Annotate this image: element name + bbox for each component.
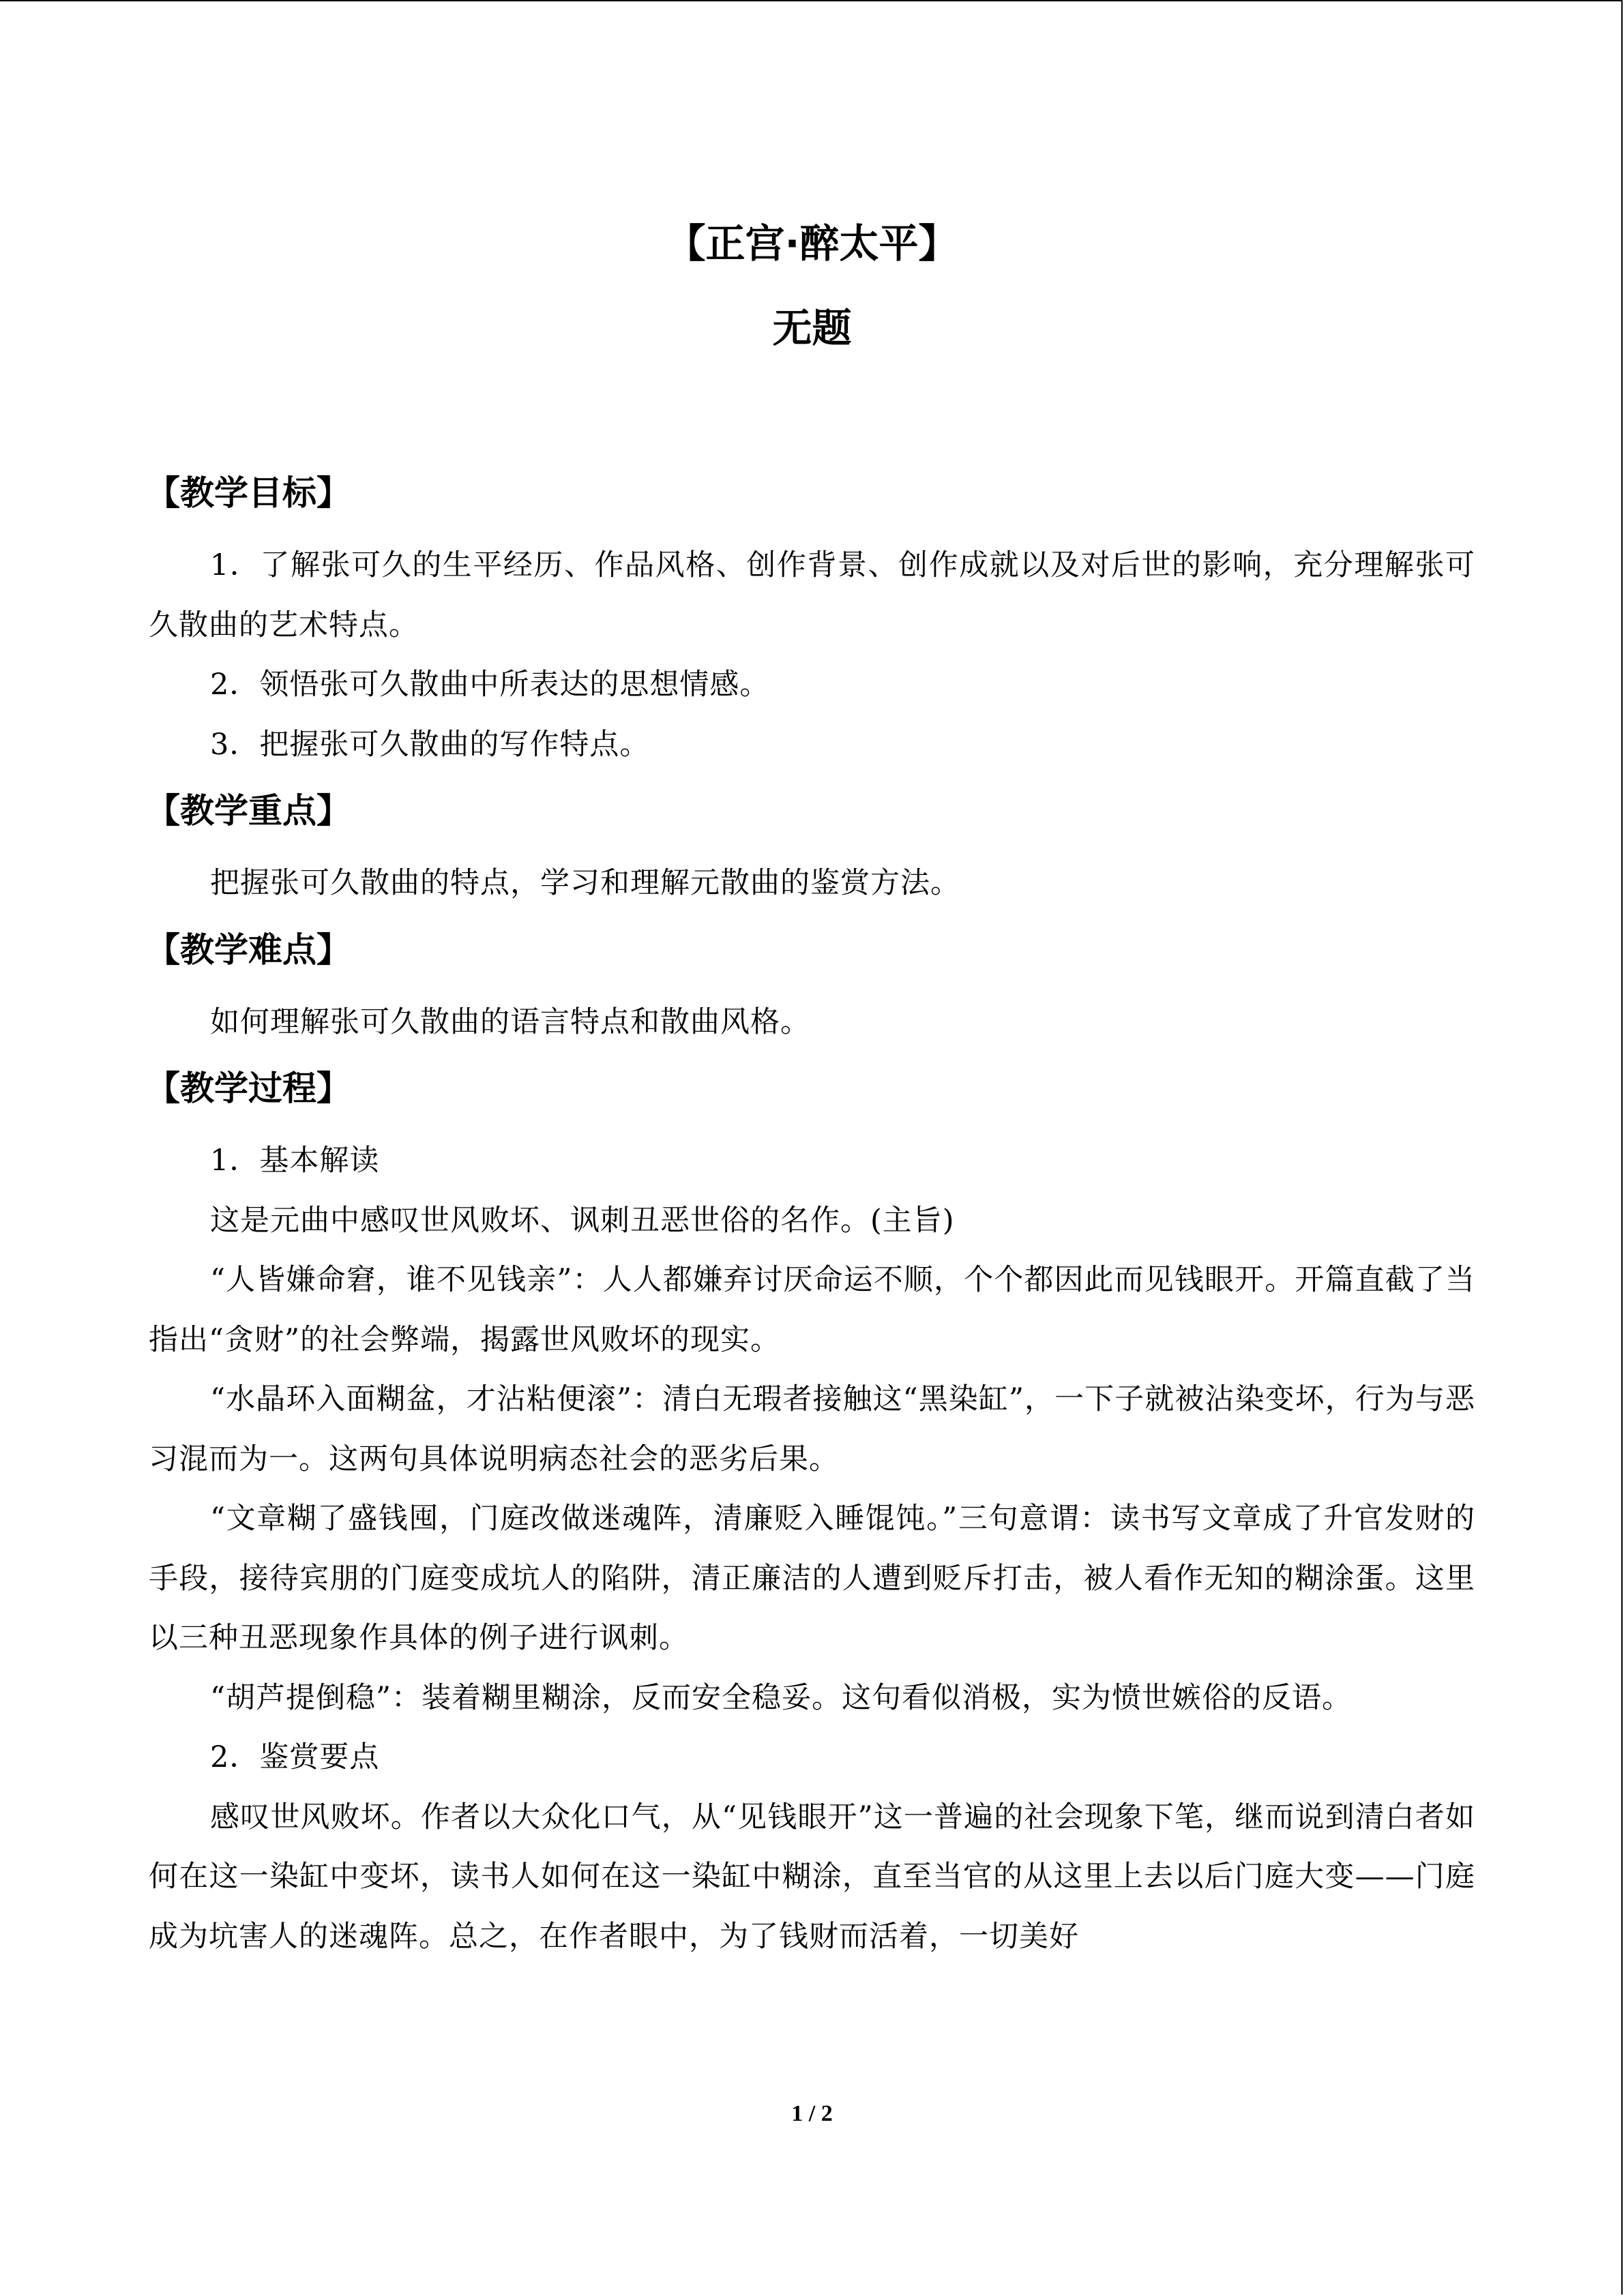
process-paragraph: “文章糊了盛钱囤，门庭改做迷魂阵，清廉贬入睡馄饨。”三句意谓：读书写文章成了升官发财的手段，接待宾朋的门庭变成坑人的陷阱，清正廉洁的人遭到贬斥打击，被人看作无知的糊涂蛋。这里以三种丑恶现象作具体的例子进行讽刺。 — [149, 1502, 1475, 1655]
difficulties-heading: 【教学难点】 — [146, 929, 351, 970]
key-points-text: 把握张可久散曲的特点，学习和理解元散曲的鉴赏方法。 — [210, 866, 960, 900]
process-subheading: 1．基本解读 — [210, 1144, 380, 1178]
document-subtitle: 无题 — [772, 305, 852, 351]
key-points-heading: 【教学重点】 — [146, 791, 351, 831]
process-paragraph: “人皆嫌命窘，谁不见钱亲”：人人都嫌弃讨厌命运不顺，个个都因此而见钱眼开。开篇直截了当指出“贪财”的社会弊端，揭露世风败坏的现实。 — [149, 1263, 1475, 1357]
objective-item: 1．了解张可久的生平经历、作品风格、创作背景、创作成就以及对后世的影响，充分理解张可久散曲的艺术特点。 — [149, 548, 1475, 642]
process-paragraph: 感叹世风败坏。作者以大众化口气，从“见钱眼开”这一普遍的社会现象下笔，继而说到清白者如何在这一染缸中变坏，读书人如何在这一染缸中糊涂，直至当官的从这里上去以后门庭大变——门庭成为坑害人的迷魂阵。总之，在作者眼中，为了钱财而活着，一切美好 — [149, 1800, 1475, 1954]
process-paragraph: “水晶环入面糊盆，才沾粘便滚”：清白无瑕者接触这“黑染缸”，一下子就被沾染变坏，行为与恶习混而为一。这两句具体说明病态社会的恶劣后果。 — [149, 1382, 1475, 1476]
document-body — [146, 201, 1475, 1967]
process-paragraph: “胡芦提倒稳”：装着糊里糊涂，反而安全稳妥。这句看似消极，实为愤世嫉俗的反语。 — [210, 1680, 1352, 1715]
objectives-list — [149, 536, 1475, 775]
page-number: 1 / 2 — [791, 2101, 833, 2126]
objectives-heading: 【教学目标】 — [146, 473, 351, 513]
objective-item: 2．领悟张可久散曲中所表达的思想情感。 — [210, 668, 770, 702]
difficulties-text: 如何理解张可久散曲的语言特点和散曲风格。 — [210, 1004, 810, 1039]
process-body — [149, 1131, 1475, 1967]
process-paragraph: 这是元曲中感叹世风败坏、讽刺丑恶世俗的名作。(主旨) — [210, 1203, 955, 1238]
process-subheading: 2．鉴赏要点 — [210, 1740, 380, 1774]
document-title: 【正宫·醉太平】 — [666, 220, 958, 267]
process-heading: 【教学过程】 — [146, 1069, 351, 1108]
objective-item: 3．把握张可久散曲的写作特点。 — [210, 727, 650, 762]
